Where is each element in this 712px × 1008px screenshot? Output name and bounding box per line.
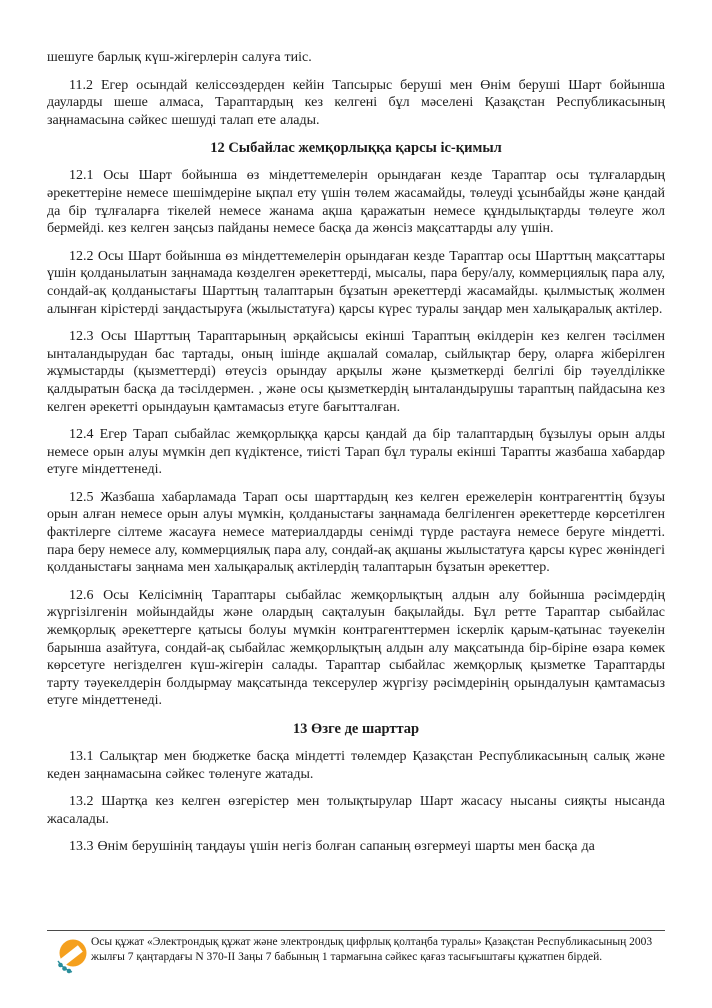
clause-12-1: 12.1 Осы Шарт бойынша өз міндеттемелерін орындаған кезде Тараптар осы тұлғалардың әрекеттеріне немесе шешімдеріне ықпал ету үшін төлем жасамайды, төлеуді ұсынбайды және қандай да бір тұлғаларға тікелей немесе жанама ақша қаражатын немесе құндылықтарды төлеуге жол бермейді. кез келген заңсыз пайданы немесе басқа да жөнсіз мақсаттарды алу үшін. xyxy=(47,168,665,237)
clause-12-6: 12.6 Осы Келісімнің Тараптары сыбайлас жемқорлықтың алдын алу бойынша рәсімдердің жүргізілгенін мойындайды және олардың сақталуын бақылайды. Бұл ретте Тараптар сыбайлас жемқорлық әрекеттерге қатысы болуы мүмкін контрагенттермен іскерлік қарым-қатынас тәуекелін барынша азайтуға, сондай-ақ сыбайлас жемқорлықтың алдын алу мақсатында бір-біріне өзара көмек көрсетуге негізделген күш-жігерін салады. Тараптар сыбайлас жемқорлық қызметке Тараптарды тарту тәуекелдерін болдырмау мақсатында тексерулер жүргізу рәсімдерінің орындалуын қамтамасыз етуге міндеттенеді. xyxy=(47,587,665,709)
section-13-heading: 13 Өзге де шарттар xyxy=(292,721,420,737)
validity-footer xyxy=(47,930,665,991)
clause-12-2: 12.2 Осы Шарт бойынша өз міндеттемелерін орындаған кезде Тараптар осы Шарттың мақсаттары үшін қолданылатын заңнамада көзделген әрекеттерді, мысалы, пара беру/алу, коммерциялық пара алу, сондай-ақ қолданыстағы Шарттың талаптарын бұзатын әрекеттерді жасамайды. қылмыстық жолмен алынған кірістерді заңдастыруға (жылыстатуға) қарсы күрес туралы заңдар мен халықаралық актілер. xyxy=(47,248,665,317)
clause-13-1: 13.1 Салықтар мен бюджетке басқа міндетті төлемдер Қазақстан Республикасының салық және кеден заңнамасына сәйкес төленуге жатады. xyxy=(47,749,665,782)
validity-notice-text: Осы құжат «Электрондық құжат және электрондық цифрлық қолтаңба туралы» Қазақстан Республикасының 2003 жылғы 7 қаңтардағы N 370-II Заңы 7 бабының 1 тармағына сәйкес қағаз тасығыштағы құжатпен бірдей. xyxy=(91,936,653,964)
section-12-heading: 12 Сыбайлас жемқорлыққа қарсы іс-қимыл xyxy=(210,140,502,157)
clause-13-2: 13.2 Шартқа кез келген өзгерістер мен толықтырулар Шарт жасасу нысаны сияқты нысанда жасалады. xyxy=(47,794,665,827)
egov-emblem-icon xyxy=(53,938,89,980)
clause-11-2: 11.2 Егер осындай келіссөздерден кейін Тапсырыс беруші мен Өнім беруші Шарт бойынша дауларды шеше алмаса, Тараптардың кез келгені бұл мәселені Қазақстан Республикасының заңнамасына сәйкес шешуді талап ете алады. xyxy=(47,77,665,128)
clause-13-3: 13.3 Өнім берушінің таңдауы үшін негіз болған сапаның өзгермеуі шарты мен басқа да xyxy=(69,839,595,855)
clause-12-5: 12.5 Жазбаша хабарламада Тарап осы шарттардың кез келген ережелерін контрагенттің бұзуы орын алған немесе орын алуы мүмкін, қолданыстағы заңнамада белгіленген әрекеттерде көрсетілген фактілерге сілтеме жасауға немесе материалдарды сенімді түрде растауға немесе беруге міндетті. пара беру немесе алу, коммерциялық пара алу, сондай-ақ ақшаны жылыстатуға қарсы күрес жөніндегі қолданыстағы заңнама мен халықаралық актілердің талаптарын бұзатын әрекеттер. xyxy=(47,489,665,576)
clause-12-4: 12.4 Егер Тарап сыбайлас жемқорлыққа қарсы қандай да бір талаптардың бұзылуы орын алды немесе орын алуы мүмкін деп күдіктенсе, тиісті Тарап бұл туралы екінші Тарапты жазбаша хабардар етуге міндеттенеді. xyxy=(47,427,665,478)
validity-footer-inner xyxy=(47,931,665,991)
clause-12-3: 12.3 Осы Шарттың Тараптарының әрқайсысы екінші Тараптың өкілдерін кез келген тәсілмен ынталандырудан бас тартады, оның ішінде ақшалай сомалар, сыйлықтар беру, оларға жіберілген жұмыстарды (қызметтерді) өтеусіз орындау арқылы және қызметкерді белгілі бір тәуелділікке қалдыратын басқа да тәсілдермен. , және осы қызметкердің ынталандырушы тараптың пайдасына кез келген әрекетті орындауын қамтамасыз етуге бағытталған. xyxy=(47,329,665,415)
document-body xyxy=(47,49,665,866)
carryover-line: шешуге барлық күш-жігерлерін салуға тиіс. xyxy=(47,50,312,65)
